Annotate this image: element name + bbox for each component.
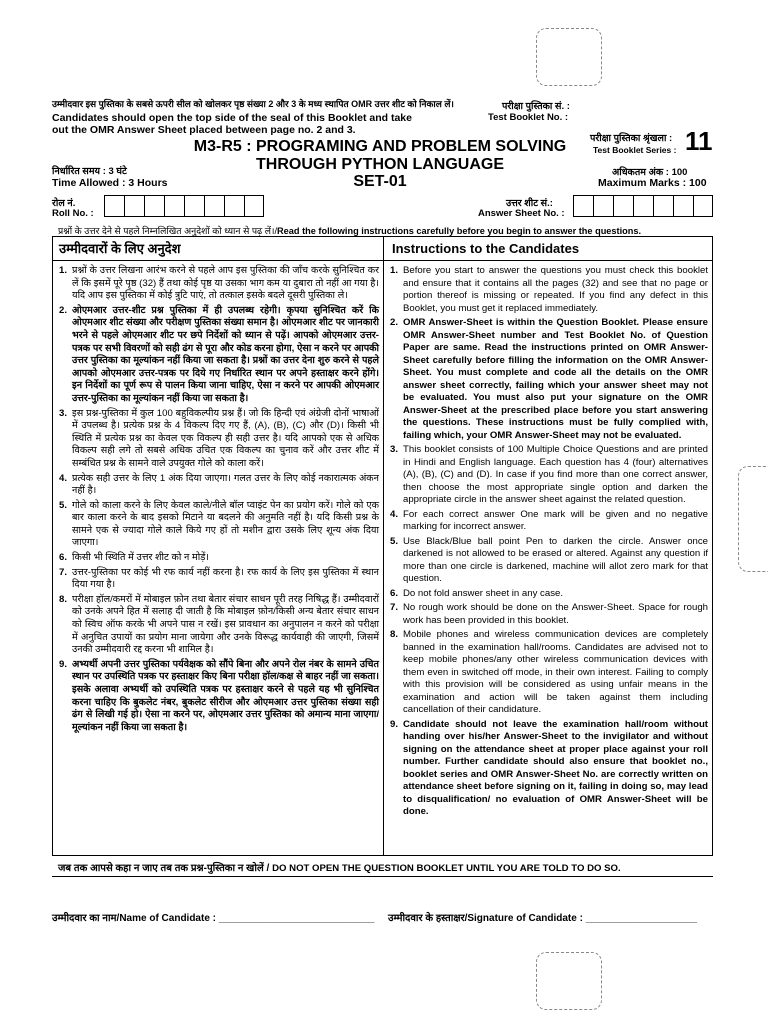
hindi-item: 1. प्रश्नों के उत्तर लिखना आरंभ करने से पहले आप इस पुस्तिका की जाँच करके सुनिश्चित कर लें कि इसमें पूरे पृष्ठ (32) हैं तथा कोई पृष्ठ या उसका भाग कम या दुबारा तो नहीं आ गया है। यदि आप इस पुस्तिका में कोई त्रुटि पाएं, तो तत्काल इसके बदले दूसरी पुस्तिका ले। <box>59 265 379 302</box>
english-instructions <box>390 265 708 821</box>
title-line-2: THROUGH PYTHON LANGUAGE <box>256 156 504 173</box>
hindi-item: 7. उत्तर-पुस्तिका पर कोई भी रफ कार्य नहीं करना है। रफ कार्य के लिए इस पुस्तिका में स्थान दिया गया है। <box>59 566 379 591</box>
answer-sheet-boxes[interactable] <box>573 195 713 217</box>
time-en: Time Allowed : 3 Hours <box>52 177 168 189</box>
marks-en: Maximum Marks : 100 <box>598 177 707 189</box>
hindi-item: 3. इस प्रश्न-पुस्तिका में कुल 100 बहुविकल्पीय प्रश्न हैं। जो कि हिन्दी एवं अंग्रेजी दोनों भाषाओं में उपलब्ध है। प्रत्येक प्रश्न के 4 विकल्प दिए गए हैं, (A), (B), (C) और (D)। किसी भी स्थिति में प्रत्येक प्रश्न का केवल एक विकल्प ही सही उत्तर है। यदि आपको एक से अधिक विकल्प सही लगे तो सबसे अधिक उचित एक विकल्प का चुनाव करें और उत्तर शीट में सम्बंधित प्रश्न के सामने वाले उपयुक्त गोले को काला करें। <box>59 407 379 469</box>
series-value: 11 <box>685 126 713 156</box>
title-line-1: M3-R5 : PROGRAMING AND PROBLEM SOLVING <box>193 138 567 155</box>
hindi-item: 9. अभ्यर्थी अपनी उत्तर पुस्तिका पर्यवेक्षक को सौंपे बिना और अपने रोल नंबर के सामने उचित स्थान पर उपस्थिति पत्रक पर हस्ताक्षर किए बिना परीक्षा हॉल/कक्ष से बाहर नहीं जा सकता। इसके अलावा अभ्यर्थी को उपस्थिति पत्रक पर हस्ताक्षर करने से पहले यह भी सुनिश्चित करना चाहिए कि बुकलेट नंबर, बुकलेट सीरीज और ओएमआर उत्तर पुस्तिका संख्या सही ढंग से लिखी गई हो। ऐसा ना करने पर, ओएमआर उत्तर पुस्तिका को अमान्य माना जाएगा/मूल्यांकन नहीं किया जा सकता है। <box>59 658 379 733</box>
do-not-open-en: DO NOT OPEN THE QUESTION BOOKLET UNTIL YOU ARE TOLD TO DO SO. <box>272 863 621 874</box>
title-line-3: SET-01 <box>353 173 407 190</box>
hindi-item: 8. परीक्षा हॉल/कमरों में मोबाइल फ़ोन तथा बेतार संचार साधन पूरी तरह निषिद्ध हैं। उम्मीदवारों को उनके अपने हित में सलाह दी जाती है कि मोबाइल फ़ोन/किसी अन्य बेतार संचार साधन को स्विच ऑफ करके भी अपने पास न रखें। इस प्रावधान का अनुपालन न करने को परीक्षा में अनुचित उपायों का प्रयोग माना जायेगा और उनके विरूद्ध कार्यवाही की जाएगी, जिसमें उनकी उम्मीदवारी रद्द करना भी शामिल है। <box>59 593 379 656</box>
english-item: 4. For each correct answer One mark will be given and no negative marking for incorrect answer. <box>390 508 708 532</box>
footer-divider <box>52 876 713 877</box>
read-instructions-en: Read the following instructions carefully before you begin to answer the questions. <box>277 226 642 236</box>
roll-no-boxes[interactable] <box>104 195 264 217</box>
hindi-item: 6. किसी भी स्थिति में उत्तर शीट को न मोड़ें। <box>59 552 210 564</box>
time-hi: निर्धारित समय : 3 घंटे <box>52 166 127 177</box>
do-not-open-hi: जब तक आपसे कहा न जाए तब तक प्रश्न-पुस्तिका न खोलें / <box>58 863 270 874</box>
hindi-item: 5. गोले को काला करने के लिए केवल काले/नीले बॉल प्वाइंट पेन का प्रयोग करें। गोले को एक बार काला करने के बाद इसको मिटाने या बदलने की अनुमति नहीं है। यदि किसी प्रश्न के सामने एक से ज्यादा गोले काले किये गए हों तो मशीन द्वारा उसके लिए शून्य अंक दिया जाएगा। <box>59 499 379 549</box>
hindi-item: 2. ओएमआर उत्तर-शीट प्रश्न पुस्तिका में ही उपलब्ध रहेगी। कृपया सुनिश्चित करें कि ओएमआर शीट संख्या और परीक्षण पुस्तिका संख्या समान है। ओएमआर शीट पर जानकारी भरने से पहले ओएमआर शीट पर छपे निर्देशों को ध्यान से पढ़ें। आपको ओएमआर उत्तर-पत्रक पर सभी विवरणों को सही ढंग से पूरा और कोड करना होगा, ऐसा न करने पर आपकी उत्तर पुस्तिका का मूल्यांकन नहीं किया जा सकता है। प्रश्नों का उत्तर देना शुरु करने से पहले आपको ओएमआर उत्तर-पत्रक पर दिये गए निर्धारित स्थान पर अपने हस्ताक्षर करने होंगे। इन निर्देशों का पूर्ण रूप से पालन किया जाना चाहिए, ऐसा न करने पर आपकी ओएमआर उत्तर-पुस्तिका का मूल्यांकन नहीं किया जा सकता है। <box>59 304 379 404</box>
english-heading: Instructions to the Candidates <box>384 237 712 261</box>
hindi-instructions <box>59 265 379 736</box>
english-item: 6. Do not fold answer sheet in any case. <box>390 587 563 599</box>
candidate-signature-field[interactable]: उम्मीदवार के हस्ताक्षर/Signature of Candidate : ____________________ <box>388 913 697 924</box>
instructions-table <box>52 236 713 856</box>
hindi-heading: उम्मीदवारों के लिए अनुदेश <box>53 237 383 261</box>
seal-bottom <box>536 952 602 1010</box>
answer-sheet-hi: उत्तर शीट सं.: <box>506 198 553 209</box>
marks-hi: अधिकतम अंक : 100 <box>612 167 688 178</box>
column-divider <box>383 237 384 855</box>
seal-right <box>738 466 768 572</box>
roll-no-hi: रोल नं. <box>52 198 76 209</box>
english-item: 8. Mobile phones and wireless communication devices are completely banned in the examination hall/rooms. Candidates are advised not to keep mobile phones/any other wireless communication devices with them even in switched off mode, in their own interest. Failing to comply with this provision will be considered as using unfair means in the examination and action will be taken against them including cancellation of their candidature. <box>390 629 708 715</box>
roll-no-en: Roll No. : <box>52 208 94 219</box>
hindi-item: 4. प्रत्येक सही उत्तर के लिए 1 अंक दिया जाएगा। गलत उत्तर के लिए कोई नकारात्मक अंकन नहीं है। <box>59 472 379 497</box>
english-item: 2. OMR Answer-Sheet is within the Question Booklet. Please ensure OMR Answer-Sheet number and Test Booklet No. of Question Paper are same. Read the instructions printed on OMR Answer-Sheet carefully before filling the information on the OMR Answer-Sheet. You must complete and code all the details on the OMR answer sheet correctly, failing which your answer sheet may not be evaluated. You must also put your signature on the OMR Answer-Sheet at the prescribed place before you start answering the questions. These instructions must be fully complied with, failing which, your OMR Answer-Sheet may not be evaluated. <box>390 317 708 441</box>
english-item: 5. Use Black/Blue ball point Pen to darken the circle. Answer once darkened is not allowed to be erased or altered. Against any question if more than one circle is darkened, machine will allot zero mark for that question. <box>390 535 708 584</box>
series-hi: परीक्षा पुस्तिका श्रृंखला : <box>590 133 673 144</box>
english-seal-note-1: Candidates should open the top side of the seal of this Booklet and take <box>52 112 412 124</box>
english-item: 1. Before you start to answer the questions you must check this booklet and ensure that it contains all the pages (32) and see that no page or portion thereof is missing or repeated. If you find any defect in this Booklet, you must get it replaced immediately. <box>390 265 708 314</box>
english-item: 9. Candidate should not leave the examination hall/room without handing over his/her Answer-Sheet to the invigilator and without signing on the attendance sheet at proper place against your roll number. Further candidate should also ensure that booklet no., booklet series and OMR Answer-Sheet No. are correctly written on attendance sheet before signing on it, failing in doing so, may lead to disqualification/ no evaluation of OMR Answer-Sheet will be done. <box>390 718 708 817</box>
english-item: 7. No rough work should be done on the Answer-Sheet. Space for rough work has been provided in this booklet. <box>390 602 708 626</box>
english-seal-note-2: out the OMR Answer Sheet placed between page no. 2 and 3. <box>52 124 356 136</box>
english-item: 3. This booklet consists of 100 Multiple Choice Questions and are printed in Hindi and English language. Each question has 4 (four) alternatives (A), (B), (C) and (D). In case if you find more than one correct answer, then choose the most appropriate single option and darken the appropriate circle in the answer sheet against the related question. <box>390 444 708 505</box>
seal-top <box>536 28 602 86</box>
read-instructions-hi: प्रश्नों के उत्तर देने से पहले निम्नलिखित अनुदेशों को ध्यान से पढ़ लें।/ <box>58 226 278 236</box>
answer-sheet-en: Answer Sheet No. : <box>478 208 565 219</box>
do-not-open-notice <box>58 860 621 874</box>
hindi-seal-note: उम्मीदवार इस पुस्तिका के सबसे ऊपरी सील को खोलकर पृष्ठ संख्या 2 और 3 के मध्य स्थापित OMR उत्तर शीट को निकाल लें। <box>52 99 454 109</box>
booklet-no-en: Test Booklet No. : <box>488 112 569 123</box>
series-en: Test Booklet Series : <box>593 145 677 155</box>
booklet-no-hi: परीक्षा पुस्तिका सं. : <box>502 101 570 112</box>
candidate-name-field[interactable]: उम्मीदवार का नाम/Name of Candidate : ____________________________ <box>52 913 375 924</box>
